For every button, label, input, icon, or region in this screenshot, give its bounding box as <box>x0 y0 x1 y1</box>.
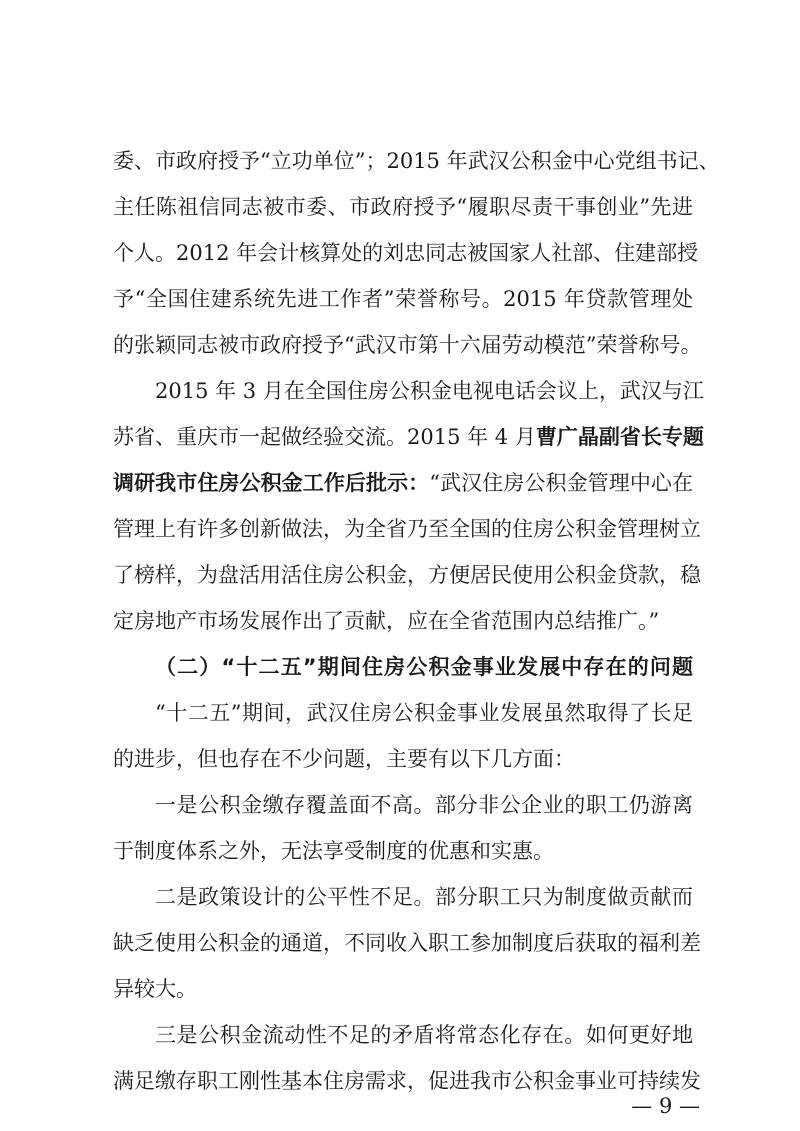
text-line: 三是公积金流动性不足的矛盾将常态化存在。如何更好地 <box>155 1023 693 1047</box>
text-line: 了榜样，为盘活用活住房公积金，方便居民使用公积金贷款，稳 <box>113 563 701 587</box>
text-line: 的进步，但也存在不少问题，主要有以下几方面： <box>113 747 575 771</box>
text-line: 管理上有许多创新做法，为全省乃至全国的住房公积金管理树立 <box>113 517 701 541</box>
emphasis-text: 调研我市住房公积金工作后批示： <box>113 471 430 495</box>
text-line: 2015 年 3 月在全国住房公积金电视电话会议上，武汉与江 <box>155 379 704 403</box>
text-line: 个人。2012 年会计核算处的刘忠同志被国家人社部、住建部授 <box>113 241 699 265</box>
text-line: 的张颖同志被市政府授予“武汉市第十六届劳动模范”荣誉称号。 <box>113 333 702 357</box>
text-line: 委、市政府授予“立功单位”；2015 年武汉公积金中心党组书记、 <box>113 149 720 173</box>
emphasis-text: 曹广晶副省长专题 <box>535 425 704 449</box>
text-line: 予“全国住建系统先进工作者”荣誉称号。2015 年贷款管理处 <box>113 287 693 311</box>
text-line: 满足缴存职工刚性基本住房需求，促进我市公积金事业可持续发 <box>113 1069 701 1093</box>
text-segment: 苏省、重庆市一起做经验交流。2015 年 4 月 <box>113 425 536 449</box>
text-line: 缺乏使用公积金的通道，不同收入职工参加制度后获取的福利差 <box>113 931 701 955</box>
text-line-mixed <box>113 417 704 457</box>
text-line: 二是政策设计的公平性不足。部分职工只为制度做贡献而 <box>155 885 693 909</box>
text-segment: “武汉住房公积金管理中心在 <box>429 471 693 495</box>
text-line: “十二五”期间，武汉住房公积金事业发展虽然取得了长足 <box>155 701 693 725</box>
text-line: 于制度体系之外，无法享受制度的优惠和实惠。 <box>113 839 554 863</box>
text-line: 主任陈祖信同志被市委、市政府授予“履职尽责干事创业”先进 <box>113 195 693 219</box>
text-line-mixed <box>113 463 693 503</box>
page-number: — 9 — <box>631 1094 700 1118</box>
text-line: 定房地产市场发展作出了贡献，应在全省范围内总结推广。” <box>113 609 660 633</box>
section-heading: （二）“十二五”期间住房公积金事业发展中存在的问题 <box>155 655 693 679</box>
text-line: 一是公积金缴存覆盖面不高。部分非公企业的职工仍游离 <box>155 793 693 817</box>
text-line: 异较大。 <box>113 977 197 1001</box>
